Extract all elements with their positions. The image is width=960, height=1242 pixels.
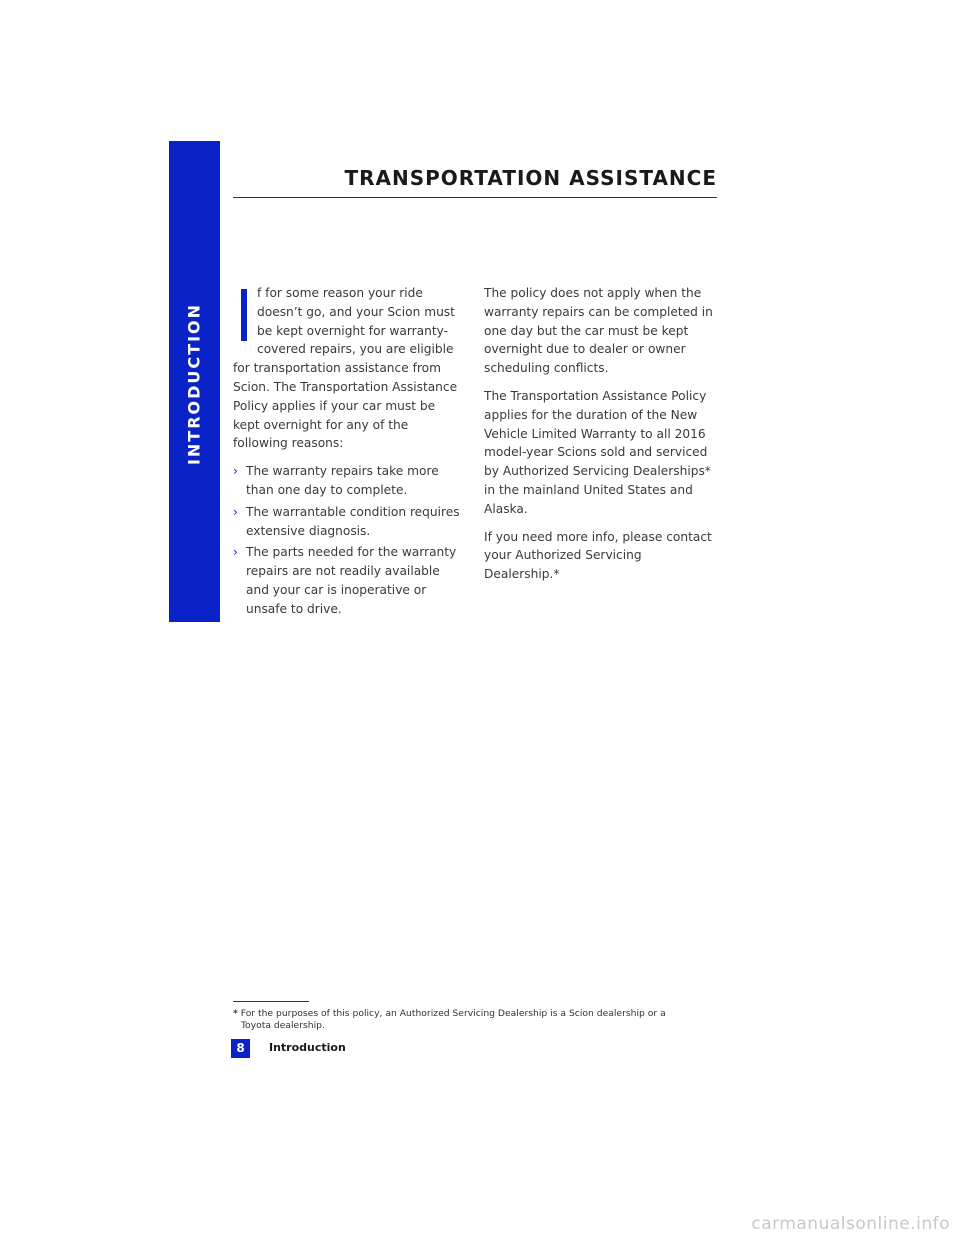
reasons-list: [233, 462, 465, 618]
intro-paragraph: [233, 284, 465, 453]
footnote-marker: *: [233, 1008, 238, 1019]
page-title: TRANSPORTATION ASSISTANCE: [344, 166, 717, 190]
right-column: [484, 284, 720, 593]
list-item: › The warranty repairs take more than one day to complete.: [233, 464, 439, 497]
list-item: › The parts needed for the warranty repairs are not readily available and your car is inoperative or unsafe to drive.: [233, 545, 457, 616]
footnote-line-1: For the purposes of this policy, an Authorized Servicing Dealership is a Scion dealership or a: [240, 1008, 666, 1019]
contact-paragraph: If you need more info, please contact your Authorized Servicing Dealership.*: [484, 529, 712, 582]
page-number: 8: [231, 1039, 250, 1058]
dropcap-bar: [241, 289, 247, 341]
policy-exception-paragraph: The policy does not apply when the warranty repairs can be completed in one day but the car must be kept overnight due to dealer or owner scheduling conflicts.: [484, 286, 713, 376]
list-item: › The warrantable condition requires extensive diagnosis.: [233, 504, 460, 538]
footnote-line-2: Toyota dealership.: [241, 1019, 325, 1031]
caret-icon: ›: [233, 504, 238, 519]
caret-icon: ›: [233, 464, 238, 479]
footnote: [233, 1008, 703, 1031]
footer-section-name: Introduction: [269, 1041, 346, 1054]
caret-icon: ›: [233, 545, 238, 560]
side-tab-label: INTRODUCTION: [184, 302, 204, 466]
intro-rest: f for some reason your ride doesn’t go, and your Scion must be kept overnight for warranty-covered repairs, you are eligible for transportation assistance from Scion. The Transportation Assistance Policy applies if your car must be kept overnight for any of the following reasons:: [233, 286, 458, 451]
footnote-divider: [233, 1001, 309, 1002]
title-divider: [233, 197, 717, 198]
left-column: [233, 284, 465, 622]
policy-duration-paragraph: The Transportation Assistance Policy applies for the duration of the New Vehicle Limited Warranty to all 2016 model-year Scions sold and serviced by Authorized Servicing Dealerships* in the mainland United States and Alaska.: [484, 388, 711, 516]
watermark: carmanualsonline.info: [751, 1214, 950, 1234]
